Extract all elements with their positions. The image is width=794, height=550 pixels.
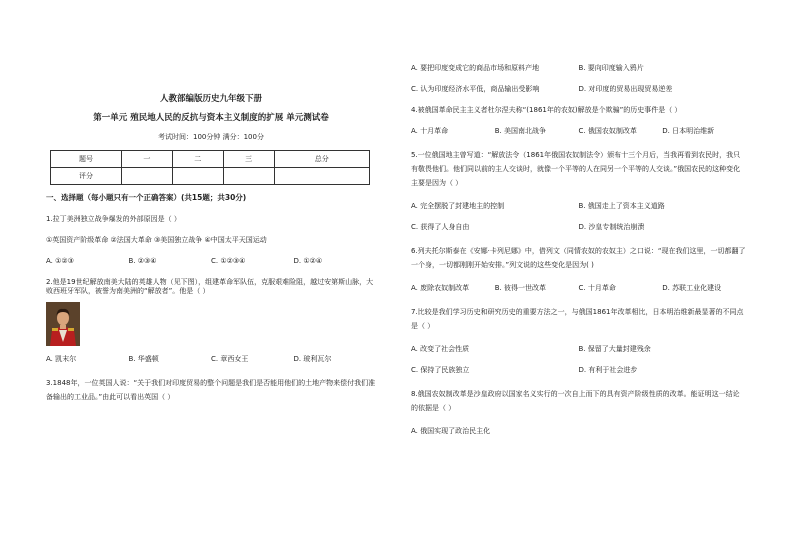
option[interactable]: C. 认为印度经济水平低，商品输出受影响 xyxy=(411,85,540,93)
score-table-header-row xyxy=(51,151,370,168)
exam-info: 考试时间：100分钟 满分：100分 xyxy=(158,133,264,141)
option[interactable]: B. 彼得一世改革 xyxy=(494,284,547,292)
option[interactable]: D. 对印度的贸易出现贸易逆差 xyxy=(578,85,673,93)
question-stem: 8.俄国农奴制改革是沙皇政府以国家名义实行的一次自上而下的具有资产阶级性质的改革。能证明这一结论的依据是（ ） xyxy=(411,390,740,412)
option[interactable]: D. 苏联工业化建设 xyxy=(662,284,722,292)
option-row xyxy=(411,284,746,293)
question-items: ①英国资产阶级革命 ②法国大革命 ③美国独立战争 ④中国太平天国运动 xyxy=(46,236,267,244)
option[interactable]: C. 章西女王 xyxy=(211,355,249,363)
bolivar-portrait-image xyxy=(46,302,80,346)
option[interactable]: A. 改变了社会性质 xyxy=(411,345,470,353)
option[interactable]: C. 保持了民族独立 xyxy=(411,366,470,374)
option[interactable]: B. 要向印度输入鸦片 xyxy=(578,64,644,72)
score-cell: 评分 xyxy=(51,168,122,185)
option-row xyxy=(411,366,746,375)
option[interactable]: C. ①②③④ xyxy=(211,257,246,265)
option-row xyxy=(411,127,746,136)
option[interactable]: B. ②③④ xyxy=(128,257,157,265)
option[interactable]: C. 获得了人身自由 xyxy=(411,223,470,231)
option[interactable]: A. 凯末尔 xyxy=(46,355,77,363)
score-cell: 三 xyxy=(223,151,274,168)
book-title: 人教部编版历史九年级下册 xyxy=(159,94,262,104)
option[interactable]: D. 日本明治维新 xyxy=(662,127,715,135)
score-input-cell[interactable] xyxy=(274,168,369,185)
score-input-cell[interactable] xyxy=(223,168,274,185)
option[interactable]: A. 要把印度变成它的商品市场和原料产地 xyxy=(411,64,540,72)
score-table-score-row xyxy=(51,168,370,185)
option[interactable]: B. 美国南北战争 xyxy=(494,127,547,135)
score-cell: 二 xyxy=(172,151,223,168)
option[interactable]: B. 华盛顿 xyxy=(128,355,159,363)
option[interactable]: D. 沙皇专制统治崩溃 xyxy=(578,223,645,231)
section-heading: 一、选择题（每小题只有一个正确答案）(共15题；共30分) xyxy=(46,193,247,202)
question-stem: 6.列夫托尔斯泰在《安娜·卡列尼娜》中，借列文（同情农奴的农奴主）之口说：“现在我们这里，一切都翻了一个身，一切都刚刚开始安排。”列文说的这些变化是因为( ) xyxy=(411,247,746,269)
option-row xyxy=(411,202,746,211)
option[interactable]: A. 十月革命 xyxy=(411,127,449,135)
score-cell: 总分 xyxy=(274,151,369,168)
left-column xyxy=(46,95,376,416)
option[interactable]: C. 十月革命 xyxy=(578,284,616,292)
option[interactable]: D. 有利于社会进步 xyxy=(578,366,638,374)
option[interactable]: A. 俄国实现了政治民主化 xyxy=(411,427,491,435)
score-input-cell[interactable] xyxy=(122,168,173,185)
right-column xyxy=(411,64,746,448)
option-row xyxy=(411,345,746,354)
option-row xyxy=(46,355,376,364)
question-stem: 7.比较是我们学习历史和研究历史的重要方法之一，与俄国1861年改革相比，日本明治维新最显著的不同点是（ ） xyxy=(411,308,744,330)
question-stem: 4.被俄国革命民主主义者杜尔涅夫称“(1861年的农奴)解放是个欺骗”的历史事件是（ ） xyxy=(411,106,682,114)
option[interactable]: A. ①②③ xyxy=(46,257,74,265)
option[interactable]: B. 俄国走上了资本主义道路 xyxy=(578,202,665,210)
question-stem: 5.一位俄国地主曾写道：“解放法令（1861年俄国农奴制法令）颁布十三个月后，当我再看到农民时，我只有敬畏他们。他们同以前的主人交谈时，就像一个平等的人在同另一个平等的人交谈。”俄国农民的这种变化主要是因为（ ） xyxy=(411,151,741,187)
score-input-cell[interactable] xyxy=(172,168,223,185)
option[interactable]: A. 完全摆脱了封建地主的控制 xyxy=(411,202,505,210)
option[interactable]: A. 废除农奴制改革 xyxy=(411,284,470,292)
option-row xyxy=(411,64,746,73)
option[interactable]: C. 俄国农奴制改革 xyxy=(578,127,637,135)
unit-title: 第一单元 殖民地人民的反抗与资本主义制度的扩展 单元测试卷 xyxy=(93,113,329,123)
question-stem: 1.拉丁美洲独立战争爆发的外部原因是（ ） xyxy=(46,215,181,223)
option-row xyxy=(46,257,376,266)
option-row xyxy=(411,85,746,94)
option[interactable]: D. ①②④ xyxy=(293,257,323,265)
score-table xyxy=(50,150,370,185)
option-row xyxy=(411,223,746,232)
score-cell: 题号 xyxy=(51,151,122,168)
score-cell: 一 xyxy=(122,151,173,168)
option[interactable]: B. 保留了大量封建残余 xyxy=(578,345,651,353)
option-row xyxy=(411,427,746,436)
question-stem: 3.1848年，一位英国人说：“关于我们对印度贸易的整个问题是我们是否能用他们的土地产物来偿付我们准备输出的工业品。”由此可以看出英国（ ） xyxy=(46,379,376,401)
question-stem: 2.他是19世纪解放南美大陆的英雄人物（见下图），组建革命军队伍，克服艰难险阻，越过安第斯山脉，大败西班牙军队，被誉为南美洲的“解放者”。他是（ ） xyxy=(46,278,374,295)
option[interactable]: D. 玻利瓦尔 xyxy=(293,355,332,363)
